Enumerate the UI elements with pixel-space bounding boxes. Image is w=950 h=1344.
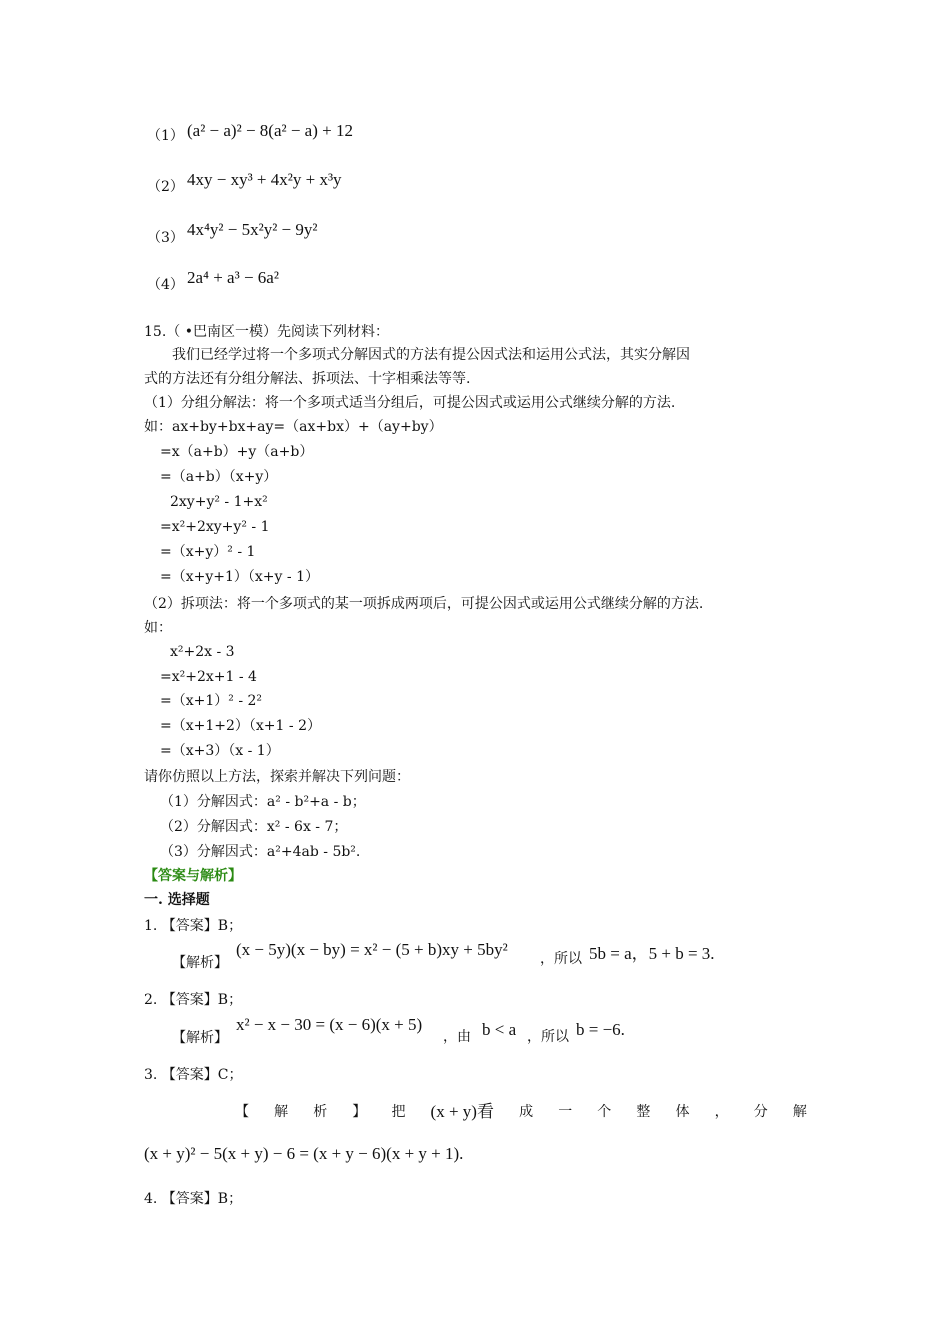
q15-sub3: （3）分解因式：a²+4ab - 5b². bbox=[160, 844, 361, 860]
answer-2-formula: x² − x − 30 = (x − 6)(x + 5) bbox=[236, 1015, 423, 1034]
answer-1-formula: (x − 5y)(x − by) = x² − (5 + b)xy + 5by² bbox=[236, 940, 508, 959]
q15-title: 15.（ •巴南区一模）先阅读下列材料： bbox=[144, 324, 389, 340]
problem-1-formula: (a² − a)² − 8(a² − a) + 12 bbox=[187, 121, 353, 140]
ex1-line6: =（x+y）² - 1 bbox=[160, 544, 256, 560]
a3-w5: (x + y)看 bbox=[430, 1102, 494, 1121]
answer-4-label: 4. 【答案】B； bbox=[144, 1191, 243, 1207]
a3-w6: 成 bbox=[519, 1104, 534, 1120]
answer-3-explanation bbox=[235, 1103, 807, 1121]
a3-w13: 解 bbox=[792, 1104, 807, 1120]
ex2-line1: x²+2x - 3 bbox=[170, 644, 235, 660]
ex2-line0: 如： bbox=[144, 620, 172, 636]
problem-1 bbox=[147, 127, 184, 145]
problem-4-number: （4） bbox=[147, 277, 184, 293]
problem-2 bbox=[147, 178, 184, 196]
ex1-line2: =x（a+b）+y（a+b） bbox=[160, 444, 314, 460]
answer-1-jiexi: 【解析】 bbox=[172, 955, 228, 971]
ex2-line5: =（x+3）（x - 1） bbox=[160, 743, 280, 759]
answers-header: 【答案与解析】 bbox=[144, 868, 242, 884]
section-choice: 一. 选择题 bbox=[144, 892, 210, 908]
q15-intro-line1: 我们已经学过将一个多项式分解因式的方法有提公因式法和运用公式法，其实分解因 bbox=[172, 347, 690, 363]
problem-3-number: （3） bbox=[147, 230, 184, 246]
answer-2-text-you: ，由 bbox=[443, 1029, 471, 1045]
ex2-line3: =（x+1）² - 2² bbox=[160, 693, 263, 709]
answer-2-text-suoyi: ，所以 bbox=[527, 1029, 569, 1045]
ex2-line4: =（x+1+2）（x+1 - 2） bbox=[160, 718, 321, 734]
q15-method-grouping: （1）分组分解法：将一个多项式适当分组后，可提公因式或运用公式继续分解的方法. bbox=[144, 395, 676, 411]
answer-2-math-1: b < a bbox=[482, 1020, 517, 1039]
ex1-line7: =（x+y+1）（x+y - 1） bbox=[160, 569, 319, 585]
ex2-line2: =x²+2x+1 - 4 bbox=[160, 669, 257, 685]
answer-2-math-2: b = −6. bbox=[576, 1020, 625, 1039]
a3-w3: 】 bbox=[352, 1104, 367, 1120]
ex1-line3: =（a+b）（x+y） bbox=[160, 469, 278, 485]
a3-w0: 【 bbox=[235, 1104, 249, 1120]
problem-2-formula: 4xy − xy³ + 4x²y + x³y bbox=[187, 170, 342, 189]
answer-3-formula: (x + y)² − 5(x + y) − 6 = (x + y − 6)(x + y + 1). bbox=[144, 1144, 464, 1163]
problem-4 bbox=[147, 276, 184, 294]
q15-sub2: （2）分解因式：x² - 6x - 7； bbox=[160, 819, 348, 835]
q15-sub1: （1）分解因式：a² - b²+a - b； bbox=[160, 794, 366, 810]
ex1-line5: =x²+2xy+y² - 1 bbox=[160, 519, 270, 535]
q15-task: 请你仿照以上方法，探索并解决下列问题： bbox=[144, 769, 410, 785]
a3-w11: ， bbox=[714, 1104, 729, 1120]
a3-w12: 分 bbox=[753, 1104, 768, 1120]
problem-3-formula: 4x⁴y² − 5x²y² − 9y² bbox=[187, 220, 318, 239]
a3-w10: 体 bbox=[675, 1104, 690, 1120]
a3-w7: 一 bbox=[558, 1104, 573, 1120]
q15-method-splitting: （2）拆项法：将一个多项式的某一项拆成两项后，可提公因式或运用公式继续分解的方法. bbox=[144, 596, 704, 612]
a3-w1: 解 bbox=[274, 1104, 289, 1120]
a3-w8: 个 bbox=[597, 1104, 612, 1120]
problem-2-number: （2） bbox=[147, 179, 184, 195]
answer-1-tail-text: ，所以 bbox=[540, 951, 582, 967]
problem-4-formula: 2a⁴ + a³ − 6a² bbox=[187, 268, 279, 287]
a3-w2: 析 bbox=[313, 1104, 328, 1120]
answer-2-label: 2. 【答案】B； bbox=[144, 992, 243, 1008]
answer-3-label: 3. 【答案】C； bbox=[144, 1067, 243, 1083]
a3-w9: 整 bbox=[636, 1104, 651, 1120]
ex1-line4: 2xy+y² - 1+x² bbox=[170, 494, 268, 510]
answer-1-label: 1. 【答案】B； bbox=[144, 918, 243, 934]
answer-2-jiexi: 【解析】 bbox=[172, 1030, 228, 1046]
problem-3 bbox=[147, 229, 184, 247]
answer-1-tail-math: 5b = a，5 + b = 3. bbox=[589, 944, 715, 963]
ex1-line1: 如：ax+by+bx+ay=（ax+bx）+（ay+by） bbox=[144, 419, 443, 435]
problem-1-number: （1） bbox=[147, 128, 184, 144]
q15-intro-line2: 式的方法还有分组分解法、拆项法、十字相乘法等等. bbox=[144, 371, 471, 387]
a3-w4: 把 bbox=[391, 1104, 406, 1120]
